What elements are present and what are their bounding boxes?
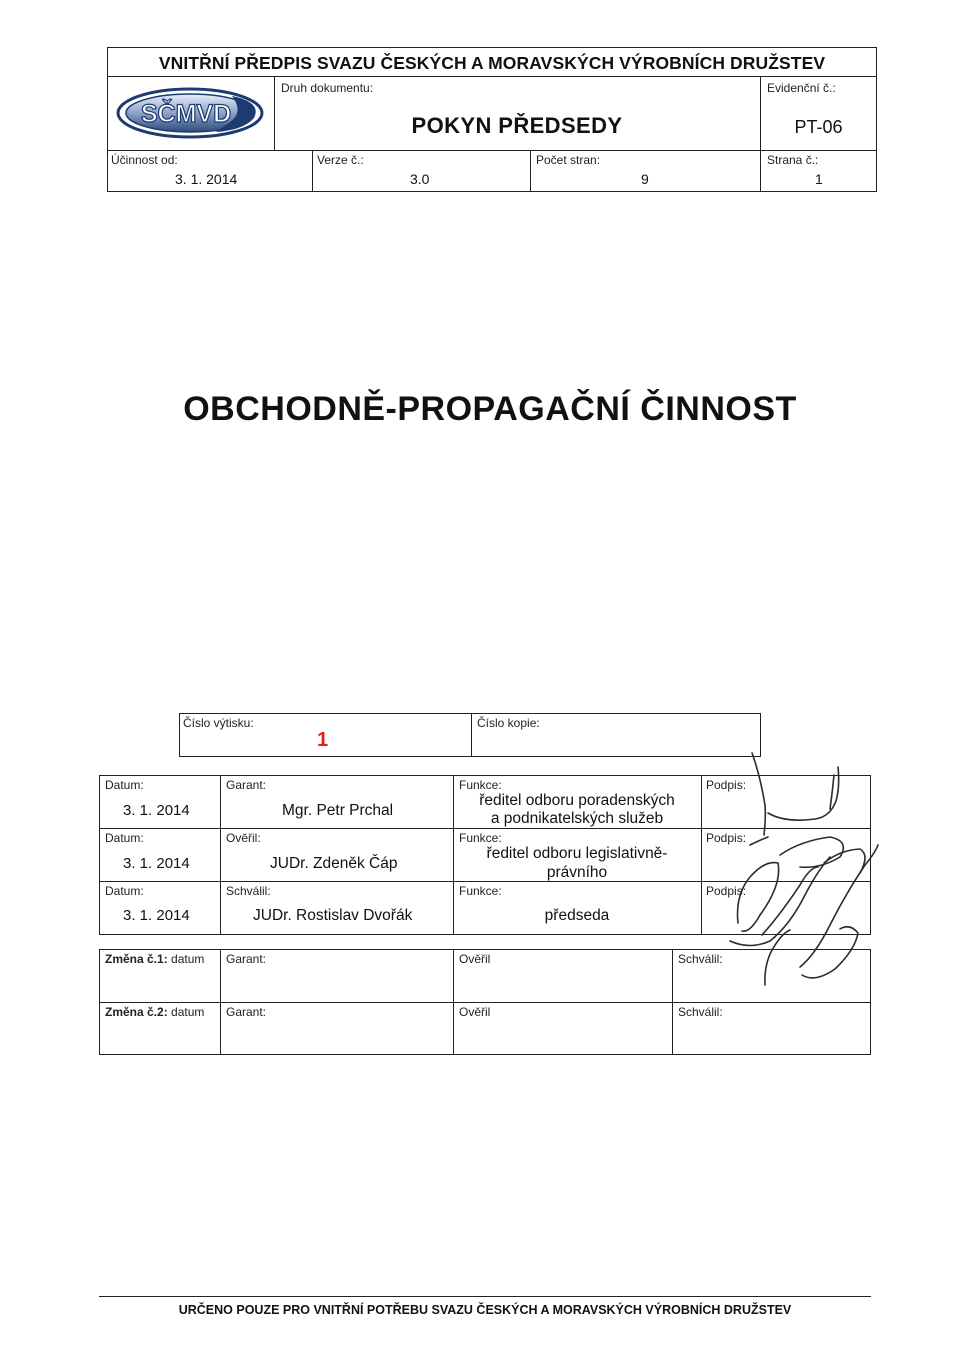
verified-person: JUDr. Zdeněk Čáp [270,855,398,872]
header-divider [107,76,877,77]
signature-stroke [800,845,878,967]
handwritten-signatures [690,745,910,995]
doc-type-label: Druh dokumentu: [281,81,374,95]
garant-person: Mgr. Petr Prchal [282,802,394,819]
change-date-label: datum [171,952,205,966]
approved-label: Schválil: [226,884,271,898]
change-label [105,952,204,966]
doc-type-value: POKYN PŘEDSEDY [411,113,623,138]
function-label: Funkce: [459,831,502,845]
print-copy-box [179,713,761,757]
page-value: 1 [815,171,823,187]
signature-stroke [762,867,818,935]
function-line1: předseda [544,907,610,924]
change-verified-label: Ověřil [459,952,491,966]
function-line2: a podnikatelských služeb [490,810,664,827]
page-label: Strana č.: [767,153,819,167]
logo-text: SČMVD [140,100,232,128]
date-value: 3. 1. 2014 [123,907,190,924]
change-approved-label: Schválil: [678,1005,723,1019]
effective-value: 3. 1. 2014 [175,171,238,187]
changes-col-divider [220,949,221,1055]
approval-col-divider [220,775,221,935]
garant-label: Garant: [226,778,267,792]
function-line2: právního [546,864,608,881]
footer-text: URČENO POUZE PRO VNITŘNÍ POTŘEBU SVAZU ČESKÝCH A MORAVSKÝCH VÝROBNÍCH DRUŽSTEV [178,1303,792,1317]
signature-stroke [765,930,790,985]
signature-label: Podpis: [706,778,747,792]
pages-value: 9 [641,171,649,187]
evidence-label: Evidenční č.: [767,81,836,95]
effective-label: Účinnost od: [111,153,178,167]
header-divider [107,150,877,151]
copy-number-label: Číslo kopie: [477,716,540,730]
changes-row-divider [99,1002,871,1003]
signature-stroke [780,837,843,867]
change-label [105,1005,204,1019]
change-garant-label: Garant: [226,952,267,966]
verified-label: Ověřil: [226,831,261,845]
evidence-value: PT-06 [794,117,843,137]
signature-stroke [752,753,765,835]
changes-col-divider [453,949,454,1055]
signature-stroke [830,775,834,809]
signature-stroke [802,927,858,978]
pages-label: Počet stran: [536,153,601,167]
document-title: OBCHODNĚ-PROPAGAČNÍ ČINNOST [183,390,797,428]
function-line1: ředitel odboru poradenských [479,792,675,809]
function-label: Funkce: [459,884,502,898]
date-value: 3. 1. 2014 [123,855,190,872]
print-number-value: 1 [317,729,329,751]
signature-stroke [738,863,779,932]
change-approved-label: Schválil: [678,952,723,966]
function-label: Funkce: [459,778,502,792]
print-number-label: Číslo výtisku: [183,716,254,730]
date-label: Datum: [105,831,144,845]
signature-label: Podpis: [706,831,747,845]
logo-mark [112,82,267,144]
date-value: 3. 1. 2014 [123,802,190,819]
footer-rule [99,1296,871,1297]
approved-person: JUDr. Rostislav Dvořák [253,907,413,924]
header-divider [312,150,313,192]
version-value: 3.0 [410,171,430,187]
header-divider [530,150,531,192]
header-title: VNITŘNÍ PŘEDPIS SVAZU ČESKÝCH A MORAVSKÝCH VÝROBNÍCH DRUŽSTEV [158,53,826,73]
version-label: Verze č.: [317,153,364,167]
function-line1: ředitel odboru legislativně- [486,845,668,862]
change-verified-label: Ověřil [459,1005,491,1019]
signature-stroke [824,849,865,873]
signature-stroke [730,857,830,946]
change-date-label: datum [171,1005,205,1019]
changes-col-divider [672,949,673,1055]
print-copy-divider [471,713,472,757]
signature-stroke [768,767,839,820]
signature-stroke [750,837,768,845]
logo [112,82,267,144]
date-label: Datum: [105,778,144,792]
signature-label: Podpis: [706,884,747,898]
change-garant-label: Garant: [226,1005,267,1019]
change-number: Změna č.2: [105,1005,168,1019]
change-number: Změna č.1: [105,952,168,966]
date-label: Datum: [105,884,144,898]
